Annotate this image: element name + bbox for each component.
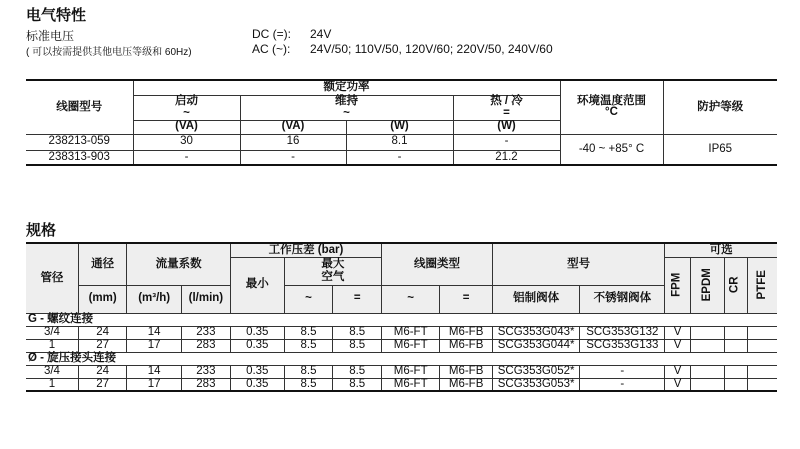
max-ac-value: 8.5 xyxy=(284,326,333,339)
startup-value: - xyxy=(133,150,240,165)
kv-value: 17 xyxy=(127,339,181,352)
cr-header: CR xyxy=(724,257,747,313)
pipe-value: 3/4 xyxy=(26,365,78,378)
ptfe-value xyxy=(747,339,777,352)
bore-value: 27 xyxy=(78,339,127,352)
ptfe-value xyxy=(747,378,777,391)
alu-header: 铝制阀体 xyxy=(492,285,579,313)
pipe-value: 1 xyxy=(26,378,78,391)
pressure-header: 工作压差 (bar) xyxy=(230,243,381,257)
max-dc-value: 8.5 xyxy=(333,378,382,391)
hold-w-value: - xyxy=(346,150,453,165)
specs-title: 规格 xyxy=(26,222,57,239)
unit-va: (VA) xyxy=(240,120,346,134)
cr-value xyxy=(724,326,747,339)
startup-sym: ~ xyxy=(133,108,240,120)
electrical-table xyxy=(26,79,777,166)
fpm-value: V xyxy=(665,339,690,352)
fpm-value: V xyxy=(665,326,690,339)
protection-value: IP65 xyxy=(663,134,777,165)
fpm-value: V xyxy=(665,378,690,391)
ptfe-value xyxy=(747,326,777,339)
coil-dc-value: M6-FB xyxy=(440,339,493,352)
ptfe-value xyxy=(747,365,777,378)
lmin-value: 283 xyxy=(181,339,230,352)
epdm-header: EPDM xyxy=(690,257,724,313)
unit-w: (W) xyxy=(453,120,560,134)
startup-value: 30 xyxy=(133,134,240,150)
alu-value: SCG353G053* xyxy=(492,378,579,391)
bore-value: 24 xyxy=(78,365,127,378)
coil-model-header: 线圈型号 xyxy=(26,80,133,134)
dc-label: DC (=): xyxy=(252,27,291,41)
coil-ac-value: M6-FT xyxy=(382,326,440,339)
coil-type-header: 线圈类型 xyxy=(382,243,493,285)
hold-va-value: 16 xyxy=(240,134,346,150)
alu-value: SCG353G052* xyxy=(492,365,579,378)
coil-ac-value: M6-FT xyxy=(382,339,440,352)
ptfe-header: PTFE xyxy=(747,257,777,313)
std-voltage-label: 标准电压 xyxy=(26,29,75,43)
epdm-value xyxy=(690,365,724,378)
min-value: 0.35 xyxy=(230,365,284,378)
alu-value: SCG353G043* xyxy=(492,326,579,339)
coil-ac-value: M6-FT xyxy=(382,365,440,378)
rated-power-header: 额定功率 xyxy=(133,80,560,95)
max-ac-sym: ~ xyxy=(284,285,333,313)
max-dc-value: 8.5 xyxy=(333,339,382,352)
max-ac-value: 8.5 xyxy=(284,339,333,352)
cr-value xyxy=(724,365,747,378)
hotcold-header: 热 / 冷 xyxy=(453,95,560,108)
hold-va-value: - xyxy=(240,150,346,165)
coil-ac-sym: ~ xyxy=(382,285,440,313)
fpm-header: FPM xyxy=(665,257,690,313)
options-header: 可选 xyxy=(665,243,777,257)
pipe-value: 1 xyxy=(26,339,78,352)
coil-dc-sym: = xyxy=(440,285,493,313)
unit-va: (VA) xyxy=(133,120,240,134)
hold-sym: ~ xyxy=(240,108,453,120)
section-threaded: G - 螺纹连接 xyxy=(26,313,777,326)
max-dc-sym: = xyxy=(333,285,382,313)
cr-value xyxy=(724,339,747,352)
min-value: 0.35 xyxy=(230,378,284,391)
bore-header: 通径 xyxy=(78,243,127,285)
kv-value: 17 xyxy=(127,378,181,391)
electrical-title: 电气特性 xyxy=(26,7,87,24)
max-header: 最大 xyxy=(284,257,381,271)
coil-dc-value: M6-FB xyxy=(440,326,493,339)
min-value: 0.35 xyxy=(230,339,284,352)
ss-value: SCG353G133 xyxy=(580,339,665,352)
unit-w: (W) xyxy=(346,120,453,134)
hold-w-value: 8.1 xyxy=(346,134,453,150)
ss-value: SCG353G132 xyxy=(580,326,665,339)
flow-unit-m3h: (m³/h) xyxy=(127,285,181,313)
specs-table xyxy=(26,242,777,392)
bore-unit: (mm) xyxy=(78,285,127,313)
ss-value: - xyxy=(580,365,665,378)
table-row xyxy=(26,326,777,339)
dc-value: 24V xyxy=(310,27,332,41)
lmin-value: 283 xyxy=(181,378,230,391)
hold-header: 维持 xyxy=(240,95,453,108)
alu-value: SCG353G044* xyxy=(492,339,579,352)
flow-unit-lmin: (l/min) xyxy=(181,285,230,313)
lmin-value: 233 xyxy=(181,326,230,339)
ac-value: 24V/50; 110V/50, 120V/60; 220V/50, 240V/60 xyxy=(310,42,553,56)
lmin-value: 233 xyxy=(181,365,230,378)
ac-label: AC (~): xyxy=(252,42,291,56)
bore-value: 27 xyxy=(78,378,127,391)
cr-value xyxy=(724,378,747,391)
hotcold-sym: = xyxy=(453,108,560,120)
model-header: 型号 xyxy=(492,243,664,285)
coil-dc-value: M6-FB xyxy=(440,378,493,391)
max-ac-value: 8.5 xyxy=(284,378,333,391)
coil-dc-value: M6-FB xyxy=(440,365,493,378)
coil-ac-value: M6-FT xyxy=(382,378,440,391)
section-flare: Ø - 旋压接头连接 xyxy=(26,352,777,365)
ss-value: - xyxy=(580,378,665,391)
pipe-header: 管径 xyxy=(26,243,78,313)
max-dc-value: 8.5 xyxy=(333,326,382,339)
startup-header: 启动 xyxy=(133,95,240,108)
min-header: 最小 xyxy=(230,257,284,313)
epdm-value xyxy=(690,326,724,339)
flow-header: 流量系数 xyxy=(127,243,230,285)
min-value: 0.35 xyxy=(230,326,284,339)
epdm-value xyxy=(690,339,724,352)
kv-value: 14 xyxy=(127,365,181,378)
hotcold-value: - xyxy=(453,134,560,150)
coil-model: 238313-903 xyxy=(26,150,133,165)
protection-header: 防护等级 xyxy=(663,80,777,134)
max-ac-value: 8.5 xyxy=(284,365,333,378)
fpm-value: V xyxy=(665,365,690,378)
ambient-header: 环境温度范围 °C xyxy=(560,80,663,134)
pipe-value: 3/4 xyxy=(26,326,78,339)
hotcold-value: 21.2 xyxy=(453,150,560,165)
table-row xyxy=(26,378,777,391)
coil-model: 238213-059 xyxy=(26,134,133,150)
bore-value: 24 xyxy=(78,326,127,339)
max-dc-value: 8.5 xyxy=(333,365,382,378)
table-row xyxy=(26,134,777,150)
table-row xyxy=(26,365,777,378)
kv-value: 14 xyxy=(127,326,181,339)
epdm-value xyxy=(690,378,724,391)
ambient-value: -40 ~ +85° C xyxy=(560,134,663,165)
table-row xyxy=(26,339,777,352)
voltage-note: ( 可以按需提供其他电压等级和 60Hz) xyxy=(26,47,192,58)
air-header: 空气 xyxy=(284,271,381,285)
ss-header: 不锈钢阀体 xyxy=(580,285,665,313)
